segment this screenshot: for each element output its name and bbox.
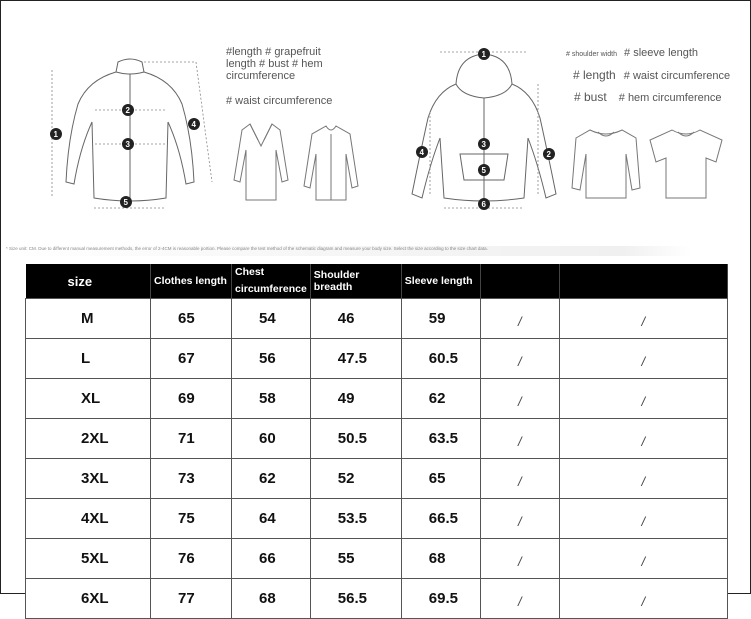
cell-empty-1: /	[480, 539, 559, 579]
cell-empty-1: /	[480, 379, 559, 419]
cell-empty-1: /	[480, 579, 559, 619]
cell-chest: 66	[232, 539, 311, 579]
cell-empty-2: /	[559, 499, 727, 539]
badge-5	[120, 196, 132, 208]
legend-right-length: # length	[573, 68, 616, 82]
cell-size: XL	[26, 379, 151, 419]
legend-right	[566, 47, 746, 104]
cell-empty-2: /	[559, 339, 727, 379]
badge-6	[478, 198, 490, 210]
svg-text:3: 3	[125, 140, 130, 149]
header-size: size	[26, 264, 151, 299]
cell-size: 2XL	[26, 419, 151, 459]
cell-sleeve: 63.5	[401, 419, 480, 459]
table-row	[26, 579, 728, 619]
header-shoulder-breadth: Shoulder breadth	[310, 264, 401, 299]
table-row	[26, 459, 728, 499]
cell-shoulder: 52	[310, 459, 401, 499]
cell-size: 3XL	[26, 459, 151, 499]
legend-left	[226, 46, 332, 107]
cell-shoulder: 55	[310, 539, 401, 579]
cell-empty-1: /	[480, 459, 559, 499]
cell-empty-2: /	[559, 539, 727, 579]
legend-right-waist: # waist circumference	[623, 70, 731, 82]
cell-chest: 58	[232, 379, 311, 419]
badge-5	[478, 164, 490, 176]
badge-2	[543, 148, 555, 160]
cell-clothes-length: 71	[151, 419, 232, 459]
cell-chest: 54	[232, 299, 311, 339]
svg-text:1: 1	[53, 130, 58, 139]
cell-clothes-length: 65	[151, 299, 232, 339]
svg-text:2: 2	[546, 150, 551, 159]
cell-size: L	[26, 339, 151, 379]
cell-empty-2: /	[559, 419, 727, 459]
cell-clothes-length: 73	[151, 459, 232, 499]
suit-and-shirt-illustration	[230, 120, 380, 205]
jacket-measurement-diagram	[40, 48, 220, 218]
cell-shoulder: 53.5	[310, 499, 401, 539]
header-chest-circumference: Chest circumference	[232, 264, 311, 299]
cell-shoulder: 56.5	[310, 579, 401, 619]
cell-clothes-length: 76	[151, 539, 232, 579]
cell-shoulder: 50.5	[310, 419, 401, 459]
cell-chest: 56	[232, 339, 311, 379]
cell-shoulder: 47.5	[310, 339, 401, 379]
cell-shoulder: 49	[310, 379, 401, 419]
measurement-note: * Size unit: CM. Due to different manual measurement methods, the error of 2-4CM is reasonable portion. Please compare the test method of the schematic diagram and measure your body size. Select the size according to the size chart data.	[6, 246, 692, 256]
badge-4	[188, 118, 200, 130]
legend-right-hem: # hem circumference	[618, 92, 722, 104]
cell-sleeve: 69.5	[401, 579, 480, 619]
header-empty-1	[480, 264, 559, 299]
svg-text:4: 4	[419, 148, 424, 157]
svg-text:5: 5	[123, 198, 128, 207]
header-sleeve-length: Sleeve length	[401, 264, 480, 299]
cell-empty-2: /	[559, 459, 727, 499]
cell-clothes-length: 67	[151, 339, 232, 379]
legend-left-line2: length # bust # hem	[226, 58, 323, 70]
legend-left-line4: # waist circumference	[226, 95, 333, 107]
cell-clothes-length: 77	[151, 579, 232, 619]
legend-right-bust: # bust	[574, 90, 607, 104]
cell-shoulder: 46	[310, 299, 401, 339]
cell-empty-1: /	[480, 419, 559, 459]
legend-right-sleeve: # sleeve length	[624, 47, 699, 59]
cell-sleeve: 66.5	[401, 499, 480, 539]
size-chart-table	[25, 264, 728, 619]
cell-empty-1: /	[480, 299, 559, 339]
svg-text:1: 1	[481, 50, 486, 59]
cell-size: 5XL	[26, 539, 151, 579]
cell-sleeve: 68	[401, 539, 480, 579]
table-row	[26, 419, 728, 459]
cell-chest: 62	[232, 459, 311, 499]
legend-left-line1: #length # grapefruit	[226, 46, 321, 58]
cell-chest: 68	[232, 579, 311, 619]
table-row	[26, 539, 728, 579]
cell-empty-1: /	[480, 339, 559, 379]
cell-clothes-length: 75	[151, 499, 232, 539]
cell-sleeve: 62	[401, 379, 480, 419]
hoodie-measurement-diagram	[400, 44, 565, 219]
badge-3	[478, 138, 490, 150]
legend-right-shoulder: # shoulder width	[566, 51, 617, 58]
badge-2	[122, 104, 134, 116]
header-clothes-length: Clothes length	[151, 264, 232, 299]
cell-clothes-length: 69	[151, 379, 232, 419]
svg-text:5: 5	[481, 166, 486, 175]
cell-sleeve: 59	[401, 299, 480, 339]
legend-left-line3: circumference	[226, 70, 296, 82]
cell-empty-2: /	[559, 299, 727, 339]
cell-sleeve: 65	[401, 459, 480, 499]
svg-text:6: 6	[481, 200, 486, 209]
cell-sleeve: 60.5	[401, 339, 480, 379]
cell-empty-2: /	[559, 579, 727, 619]
table-row	[26, 339, 728, 379]
svg-text:4: 4	[191, 120, 196, 129]
cell-empty-2: /	[559, 379, 727, 419]
cell-size: 4XL	[26, 499, 151, 539]
table-header-row	[26, 264, 728, 299]
svg-text:2: 2	[125, 106, 130, 115]
badge-4	[416, 146, 428, 158]
cell-chest: 60	[232, 419, 311, 459]
cell-size: M	[26, 299, 151, 339]
badge-1	[478, 48, 490, 60]
badge-1	[50, 128, 62, 140]
header-empty-2	[559, 264, 727, 299]
cell-empty-1: /	[480, 499, 559, 539]
cell-size: 6XL	[26, 579, 151, 619]
badge-3	[122, 138, 134, 150]
table-row	[26, 299, 728, 339]
table-row	[26, 499, 728, 539]
svg-text:3: 3	[481, 140, 486, 149]
table-row	[26, 379, 728, 419]
cell-chest: 64	[232, 499, 311, 539]
sweater-and-tee-illustration	[568, 124, 728, 204]
